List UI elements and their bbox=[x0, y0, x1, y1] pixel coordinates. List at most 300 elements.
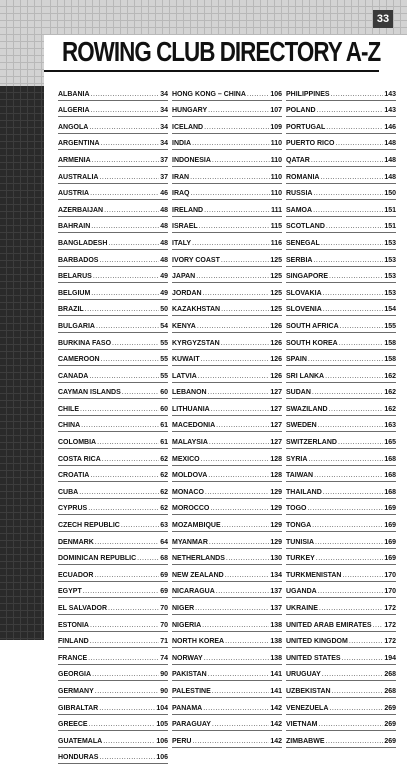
country-name: GEORGIA bbox=[58, 671, 92, 679]
dot-leader bbox=[90, 190, 159, 197]
dot-leader bbox=[89, 124, 159, 131]
country-name: SUDAN bbox=[286, 389, 311, 397]
directory-entry bbox=[58, 250, 168, 267]
directory-entry bbox=[58, 598, 168, 615]
page-ref: 141 bbox=[270, 687, 282, 695]
directory-entry bbox=[286, 715, 396, 732]
country-name: POLAND bbox=[286, 107, 316, 115]
page-ref: 138 bbox=[270, 621, 282, 629]
page-ref: 62 bbox=[160, 505, 168, 513]
dot-leader bbox=[312, 389, 383, 396]
directory-column-1 bbox=[58, 84, 168, 764]
page-ref: 126 bbox=[270, 372, 282, 380]
dot-leader bbox=[96, 323, 159, 330]
country-name: FINLAND bbox=[58, 638, 89, 646]
directory-entry bbox=[172, 648, 282, 665]
dot-leader bbox=[247, 91, 269, 98]
page-ref: 126 bbox=[270, 322, 282, 330]
dot-leader bbox=[91, 107, 160, 114]
page-ref: 110 bbox=[270, 140, 282, 148]
country-name: PALESTINE bbox=[172, 687, 211, 695]
directory-entry bbox=[58, 200, 168, 217]
country-name: UGANDA bbox=[286, 588, 317, 596]
page-number: 33 bbox=[373, 10, 393, 28]
page-ref: 126 bbox=[270, 356, 282, 364]
directory-entry bbox=[172, 316, 282, 333]
country-name: SWITZERLAND bbox=[286, 439, 337, 447]
dot-leader bbox=[92, 157, 160, 164]
dot-leader bbox=[101, 140, 160, 147]
dot-leader bbox=[95, 688, 159, 695]
country-name: CZECH REPUBLIC bbox=[58, 522, 120, 530]
page-ref: 125 bbox=[270, 273, 282, 281]
page-ref: 142 bbox=[270, 704, 282, 712]
directory-entry bbox=[286, 117, 396, 134]
dot-leader bbox=[208, 472, 269, 479]
page-ref: 90 bbox=[160, 671, 168, 679]
country-name: GUATEMALA bbox=[58, 737, 103, 745]
dot-leader bbox=[108, 605, 159, 612]
dot-leader bbox=[339, 340, 384, 347]
directory-entry bbox=[286, 482, 396, 499]
country-name: NIGERIA bbox=[172, 621, 202, 629]
page-ref: 50 bbox=[160, 306, 168, 314]
country-name: DENMARK bbox=[58, 538, 94, 546]
page-ref: 62 bbox=[160, 455, 168, 463]
country-name: ZIMBABWE bbox=[286, 737, 325, 745]
dot-leader bbox=[190, 174, 270, 181]
dot-leader bbox=[94, 572, 159, 579]
directory-entry bbox=[286, 399, 396, 416]
directory-entry bbox=[286, 217, 396, 234]
country-name: INDIA bbox=[172, 140, 192, 148]
dot-leader bbox=[191, 190, 270, 197]
directory-entry bbox=[286, 233, 396, 250]
directory-entry bbox=[286, 350, 396, 367]
country-name: ITALY bbox=[172, 239, 192, 247]
directory-entry bbox=[58, 167, 168, 184]
dot-leader bbox=[311, 157, 383, 164]
directory-entry bbox=[172, 366, 282, 383]
page-ref: 158 bbox=[384, 356, 396, 364]
page-ref: 153 bbox=[384, 273, 396, 281]
country-name: BRAZIL bbox=[58, 306, 84, 314]
directory-entry bbox=[172, 582, 282, 599]
country-name: MONACO bbox=[172, 488, 204, 496]
directory-entry bbox=[286, 101, 396, 118]
dot-leader bbox=[313, 257, 383, 264]
directory-entry bbox=[172, 482, 282, 499]
page-ref: 46 bbox=[160, 190, 168, 198]
dot-leader bbox=[91, 223, 159, 230]
dot-leader bbox=[91, 290, 159, 297]
country-name: BELGIUM bbox=[58, 289, 91, 297]
page-ref: 34 bbox=[160, 140, 168, 148]
country-name: ICELAND bbox=[172, 123, 204, 131]
country-name: ESTONIA bbox=[58, 621, 89, 629]
page-ref: 116 bbox=[270, 239, 282, 247]
country-name: BULGARIA bbox=[58, 322, 95, 330]
country-name: NICARAGUA bbox=[172, 588, 215, 596]
country-name: RUSSIA bbox=[286, 190, 313, 198]
country-name: URUGUAY bbox=[286, 671, 321, 679]
directory-entry bbox=[58, 383, 168, 400]
country-name: CYPRUS bbox=[58, 505, 88, 513]
page-ref: 148 bbox=[384, 140, 396, 148]
dot-leader bbox=[323, 290, 384, 297]
dot-leader bbox=[192, 738, 269, 745]
dot-leader bbox=[121, 522, 159, 529]
directory-entry bbox=[286, 366, 396, 383]
dot-leader bbox=[329, 705, 383, 712]
directory-entry bbox=[286, 466, 396, 483]
page-ref: 155 bbox=[384, 322, 396, 330]
country-name: MOROCCO bbox=[172, 505, 210, 513]
page-ref: 60 bbox=[160, 405, 168, 413]
country-name: TAIWAN bbox=[286, 472, 314, 480]
dot-leader bbox=[221, 306, 269, 313]
directory-entry bbox=[286, 432, 396, 449]
page-ref: 34 bbox=[160, 123, 168, 131]
directory-entry bbox=[58, 217, 168, 234]
page-ref: 269 bbox=[384, 737, 396, 745]
dot-leader bbox=[205, 489, 269, 496]
dot-leader bbox=[197, 323, 269, 330]
country-name: COSTA RICA bbox=[58, 455, 101, 463]
country-name: GREECE bbox=[58, 721, 88, 729]
directory-entry bbox=[172, 598, 282, 615]
dot-leader bbox=[210, 505, 269, 512]
dot-leader bbox=[92, 671, 159, 678]
directory-entry bbox=[58, 615, 168, 632]
dot-leader bbox=[95, 539, 159, 546]
directory-entry bbox=[286, 565, 396, 582]
dot-leader bbox=[196, 273, 269, 280]
country-name: CHINA bbox=[58, 422, 81, 430]
country-name: HONG KONG – CHINA bbox=[172, 90, 246, 98]
directory-entry bbox=[58, 117, 168, 134]
dot-leader bbox=[204, 207, 270, 214]
directory-entry bbox=[58, 466, 168, 483]
page-ref: 63 bbox=[160, 522, 168, 530]
country-name: CUBA bbox=[58, 488, 79, 496]
directory-entry bbox=[58, 283, 168, 300]
page-ref: 162 bbox=[384, 372, 396, 380]
page-ref: 34 bbox=[160, 90, 168, 98]
dot-leader bbox=[338, 439, 383, 446]
page-ref: 142 bbox=[270, 737, 282, 745]
country-name: NEW ZEALAND bbox=[172, 571, 224, 579]
dot-leader bbox=[208, 107, 269, 114]
country-name: SERBIA bbox=[286, 256, 313, 264]
page-ref: 62 bbox=[160, 488, 168, 496]
dot-leader bbox=[201, 456, 270, 463]
page-ref: 168 bbox=[384, 488, 396, 496]
country-name: PUERTO RICO bbox=[286, 140, 335, 148]
directory-entry bbox=[58, 648, 168, 665]
page-ref: 109 bbox=[270, 123, 282, 131]
dot-leader bbox=[99, 257, 159, 264]
directory-entry bbox=[58, 731, 168, 748]
dot-leader bbox=[212, 688, 270, 695]
page-ref: 151 bbox=[384, 223, 396, 231]
country-name: ALGERIA bbox=[58, 107, 90, 115]
page-ref: 165 bbox=[384, 439, 396, 447]
country-name: NORTH KOREA bbox=[172, 638, 225, 646]
page-ref: 127 bbox=[270, 405, 282, 413]
directory-entry bbox=[58, 549, 168, 566]
country-name: ALBANIA bbox=[58, 90, 90, 98]
page-ref: 137 bbox=[270, 605, 282, 612]
dot-leader bbox=[79, 489, 159, 496]
country-name: JAPAN bbox=[172, 273, 196, 281]
dot-leader bbox=[307, 505, 383, 512]
page-ref: 62 bbox=[160, 472, 168, 480]
dot-leader bbox=[211, 406, 270, 413]
page-ref: 169 bbox=[384, 522, 396, 530]
dot-leader bbox=[336, 140, 384, 147]
dot-leader bbox=[99, 754, 155, 761]
page-ref: 125 bbox=[270, 306, 282, 314]
directory-entry bbox=[286, 449, 396, 466]
page-title: ROWING CLUB DIRECTORY A-Z bbox=[62, 36, 381, 67]
country-name: NETHERLANDS bbox=[172, 555, 225, 563]
page-ref: 129 bbox=[270, 488, 282, 496]
dot-leader bbox=[373, 622, 384, 629]
directory-entry bbox=[58, 532, 168, 549]
country-name: SRI LANKA bbox=[286, 372, 325, 380]
dot-leader bbox=[342, 572, 383, 579]
directory-entry bbox=[286, 665, 396, 682]
country-name: COLOMBIA bbox=[58, 439, 97, 447]
directory-entry bbox=[172, 250, 282, 267]
page-ref: 105 bbox=[156, 721, 168, 729]
page-ref: 54 bbox=[160, 322, 168, 330]
directory-entry bbox=[172, 449, 282, 466]
directory-entry bbox=[286, 200, 396, 217]
directory-entry bbox=[286, 316, 396, 333]
directory-entry bbox=[58, 350, 168, 367]
directory-entry bbox=[172, 101, 282, 118]
directory-entry bbox=[286, 549, 396, 566]
dot-leader bbox=[326, 738, 384, 745]
page-ref: 269 bbox=[384, 721, 396, 729]
page-ref: 110 bbox=[270, 190, 282, 198]
page-ref: 55 bbox=[160, 339, 168, 347]
page-ref: 153 bbox=[384, 289, 396, 297]
dot-leader bbox=[316, 555, 384, 562]
dot-leader bbox=[315, 539, 383, 546]
dot-leader bbox=[320, 174, 383, 181]
directory-entry bbox=[58, 698, 168, 715]
country-name: ECUADOR bbox=[58, 571, 94, 579]
country-name: ARGENTINA bbox=[58, 140, 100, 148]
directory-entry bbox=[286, 582, 396, 599]
page-ref: 127 bbox=[270, 389, 282, 397]
country-name: HUNGARY bbox=[172, 107, 208, 115]
page-ref: 106 bbox=[270, 90, 282, 98]
page-ref: 37 bbox=[160, 173, 168, 181]
directory-entry bbox=[172, 499, 282, 516]
dot-leader bbox=[221, 257, 269, 264]
directory-column-3 bbox=[286, 84, 396, 748]
dot-leader bbox=[342, 655, 384, 662]
page-ref: 104 bbox=[156, 704, 168, 712]
dot-leader bbox=[192, 140, 270, 147]
directory-entry bbox=[286, 267, 396, 284]
dot-leader bbox=[201, 356, 270, 363]
directory-entry bbox=[58, 150, 168, 167]
directory-entry bbox=[58, 748, 168, 764]
directory-entry bbox=[172, 565, 282, 582]
country-name: TONGA bbox=[286, 522, 312, 530]
directory-entry bbox=[58, 681, 168, 698]
country-name: MACEDONIA bbox=[172, 422, 216, 430]
dot-leader bbox=[90, 622, 159, 629]
directory-entry bbox=[286, 167, 396, 184]
dot-leader bbox=[203, 705, 269, 712]
directory-entry bbox=[172, 134, 282, 151]
directory-entry bbox=[286, 333, 396, 350]
directory-entry bbox=[172, 267, 282, 284]
dot-leader bbox=[112, 340, 159, 347]
country-name: KYRGYZSTAN bbox=[172, 339, 220, 347]
country-name: PERU bbox=[172, 737, 192, 745]
page-ref: 48 bbox=[160, 223, 168, 231]
directory-entry bbox=[172, 233, 282, 250]
dot-leader bbox=[331, 91, 384, 98]
dot-leader bbox=[221, 340, 270, 347]
dot-leader bbox=[212, 157, 270, 164]
dot-leader bbox=[137, 555, 159, 562]
directory-entry bbox=[172, 117, 282, 134]
dot-leader bbox=[225, 572, 270, 579]
country-name: IVORY COAST bbox=[172, 256, 220, 264]
country-name: CAMEROON bbox=[58, 356, 100, 364]
page-ref: 115 bbox=[270, 223, 282, 231]
country-name: ISRAEL bbox=[172, 223, 198, 231]
dot-leader bbox=[317, 107, 384, 114]
page-ref: 106 bbox=[156, 737, 168, 745]
country-name: AUSTRALIA bbox=[58, 173, 99, 181]
title-rule bbox=[44, 70, 379, 72]
page-ref: 70 bbox=[160, 621, 168, 629]
country-name: BURKINA FASO bbox=[58, 339, 112, 347]
page-ref: 138 bbox=[270, 638, 282, 646]
page-ref: 64 bbox=[160, 538, 168, 546]
dot-leader bbox=[329, 273, 383, 280]
dot-leader bbox=[101, 356, 160, 363]
page-ref: 111 bbox=[271, 206, 282, 214]
directory-entry bbox=[172, 432, 282, 449]
page-ref: 110 bbox=[270, 156, 282, 164]
country-name: SENEGAL bbox=[286, 239, 320, 247]
country-name: PHILIPPINES bbox=[286, 90, 330, 98]
page-ref: 143 bbox=[384, 107, 396, 115]
country-name: KAZAKHSTAN bbox=[172, 306, 221, 314]
directory-entry bbox=[172, 615, 282, 632]
dot-leader bbox=[81, 422, 159, 429]
dot-leader bbox=[208, 389, 270, 396]
directory-entry bbox=[172, 167, 282, 184]
directory-entry bbox=[58, 316, 168, 333]
page-ref: 48 bbox=[160, 206, 168, 214]
directory-entry bbox=[286, 499, 396, 516]
directory-entry bbox=[286, 383, 396, 400]
directory-entry bbox=[286, 134, 396, 151]
directory-entry bbox=[286, 598, 396, 615]
page-ref: 158 bbox=[384, 339, 396, 347]
country-name: SAMOA bbox=[286, 206, 313, 214]
country-name: GERMANY bbox=[58, 687, 94, 695]
directory-entry bbox=[58, 665, 168, 682]
page-ref: 153 bbox=[384, 256, 396, 264]
dot-leader bbox=[122, 389, 159, 396]
dot-leader bbox=[329, 406, 384, 413]
directory-entry bbox=[58, 432, 168, 449]
directory-entry bbox=[58, 84, 168, 101]
page-ref: 269 bbox=[384, 704, 396, 712]
page-ref: 110 bbox=[270, 173, 282, 181]
country-name: TURKMENISTAN bbox=[286, 571, 342, 579]
page-ref: 61 bbox=[160, 439, 168, 447]
country-name: GIBRALTAR bbox=[58, 704, 99, 712]
directory-entry bbox=[172, 715, 282, 732]
dot-leader bbox=[326, 223, 383, 230]
dot-leader bbox=[225, 638, 269, 645]
page-ref: 154 bbox=[384, 306, 396, 314]
page-ref: 49 bbox=[160, 289, 168, 297]
country-name: PANAMA bbox=[172, 704, 203, 712]
directory-entry bbox=[172, 84, 282, 101]
page-ref: 134 bbox=[270, 571, 282, 579]
country-name: DOMINICAN REPUBLIC bbox=[58, 555, 137, 563]
dot-leader bbox=[208, 671, 270, 678]
country-name: IRAQ bbox=[172, 190, 190, 198]
directory-entry bbox=[172, 150, 282, 167]
directory-entry bbox=[286, 615, 396, 632]
page-ref: 106 bbox=[156, 754, 168, 762]
country-name: INDONESIA bbox=[172, 156, 211, 164]
dot-leader bbox=[108, 240, 159, 247]
dot-leader bbox=[319, 721, 384, 728]
directory-entry bbox=[58, 565, 168, 582]
page-ref: 162 bbox=[384, 389, 396, 397]
directory-entry bbox=[58, 449, 168, 466]
page-ref: 69 bbox=[160, 588, 168, 596]
page-ref: 90 bbox=[160, 687, 168, 695]
page-ref: 172 bbox=[384, 605, 396, 612]
country-name: EGYPT bbox=[58, 588, 82, 596]
country-name: SOUTH KOREA bbox=[286, 339, 338, 347]
directory-entry bbox=[58, 416, 168, 433]
directory-entry bbox=[172, 665, 282, 682]
page-ref: 151 bbox=[384, 206, 396, 214]
directory-entry bbox=[172, 200, 282, 217]
directory-entry bbox=[58, 399, 168, 416]
country-name: SOUTH AFRICA bbox=[286, 322, 339, 330]
country-name: VENEZUELA bbox=[286, 704, 329, 712]
directory-entry bbox=[58, 482, 168, 499]
country-name: SCOTLAND bbox=[286, 223, 325, 231]
side-grid-dark bbox=[0, 86, 44, 640]
dot-leader bbox=[321, 240, 383, 247]
dot-leader bbox=[326, 124, 383, 131]
country-name: LITHUANIA bbox=[172, 405, 210, 413]
country-name: AUSTRIA bbox=[58, 190, 90, 198]
directory-entry bbox=[172, 515, 282, 532]
country-name: KENYA bbox=[172, 322, 196, 330]
